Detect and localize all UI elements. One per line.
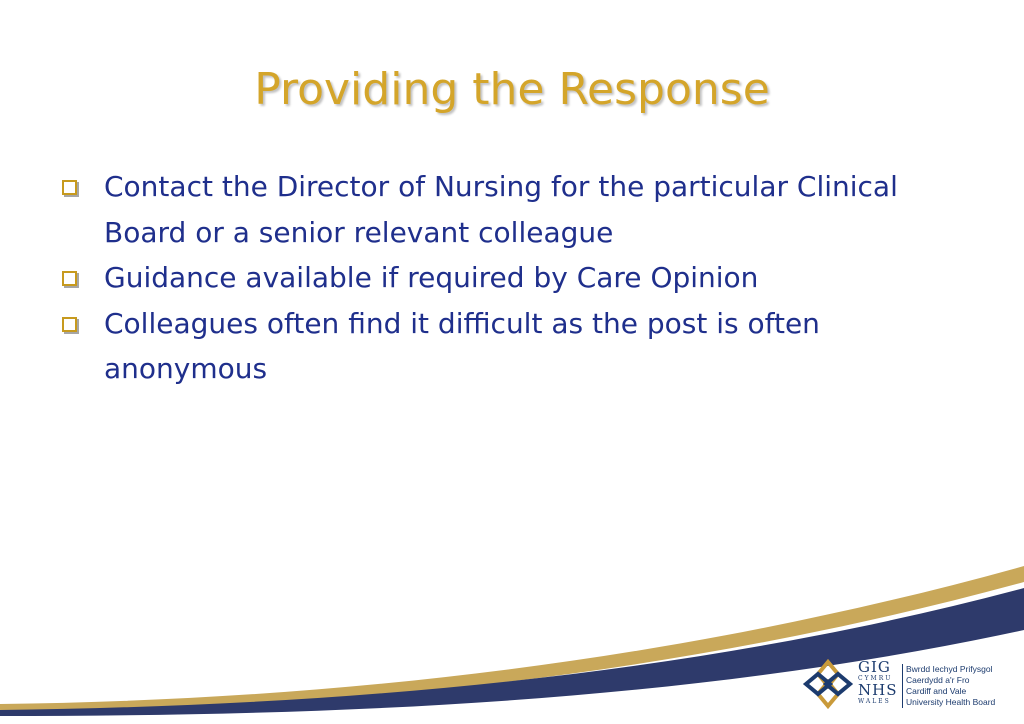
nhs-text: NHS <box>858 681 898 699</box>
board-line: Bwrdd Iechyd Prifysgol <box>906 664 993 674</box>
bullet-text: Guidance available if required by Care Opinion <box>104 261 759 294</box>
nhs-wales-wordmark <box>858 660 900 712</box>
checkbox-bullet-icon <box>62 271 77 286</box>
cymru-text: CYMRU <box>858 675 893 682</box>
bullet-list <box>62 164 962 392</box>
bullet-item <box>62 164 962 255</box>
logo-divider <box>902 664 903 708</box>
celtic-knot-icon <box>802 658 854 710</box>
bullet-item <box>62 301 962 392</box>
bullet-item <box>62 255 962 301</box>
bullet-text: Contact the Director of Nursing for the particular Clinical Board or a senior relevant colleague <box>104 170 898 249</box>
board-name <box>906 664 995 708</box>
bullet-text: Colleagues often find it difficult as the post is often anonymous <box>104 306 820 385</box>
health-board-logo <box>802 658 1012 714</box>
board-line: Cardiff and Vale <box>906 686 967 696</box>
checkbox-bullet-icon <box>62 317 77 332</box>
slide-title: Providing the Response <box>254 64 770 115</box>
checkbox-bullet-icon <box>62 180 77 195</box>
board-line: Caerdydd a'r Fro <box>906 675 970 685</box>
board-line: University Health Board <box>906 697 996 707</box>
gig-text: GIG <box>858 658 891 676</box>
wales-text: WALES <box>858 698 891 705</box>
